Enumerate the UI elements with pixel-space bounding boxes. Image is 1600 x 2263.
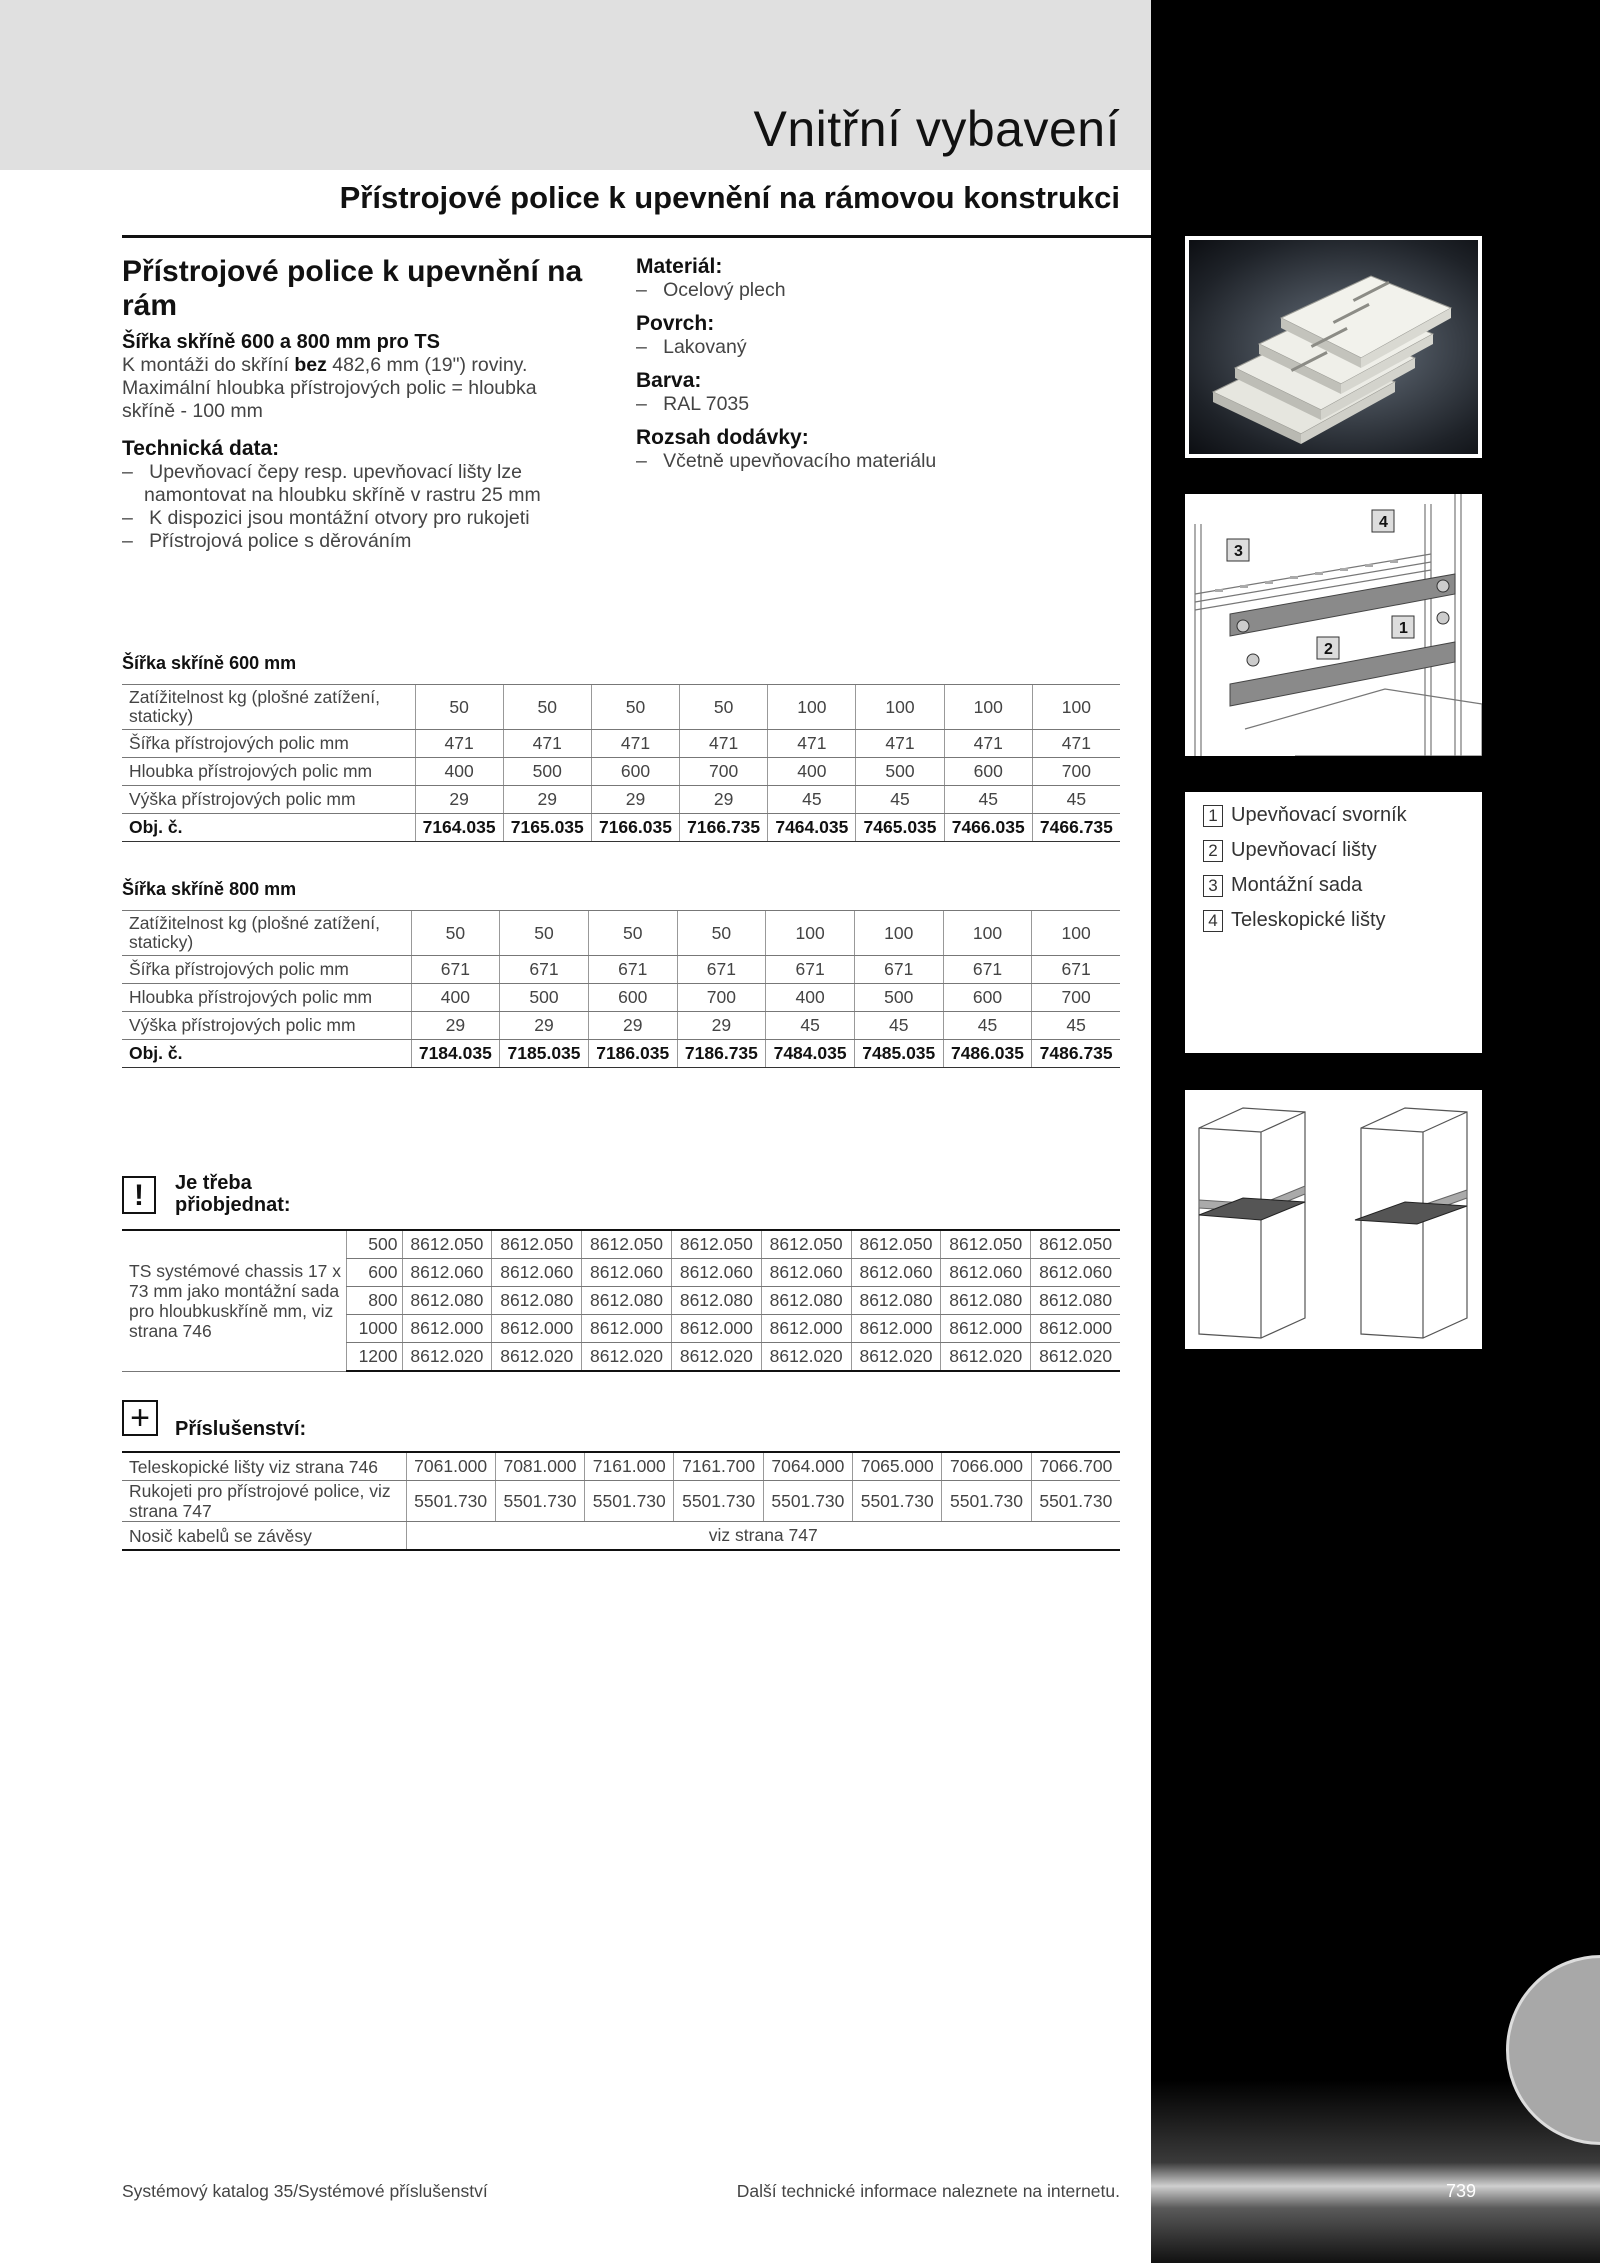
table-cell: 7166.035: [591, 814, 679, 842]
table-row: [122, 786, 1120, 814]
material-label: Materiál:: [636, 255, 723, 278]
part-number-cell: 8612.000: [402, 1315, 492, 1343]
part-number-cell: 5501.730: [406, 1481, 495, 1522]
plus-icon: +: [122, 1400, 158, 1436]
table-cell: 100: [856, 685, 944, 730]
part-number-cell: 7061.000: [406, 1452, 495, 1481]
table-cell: 700: [677, 984, 766, 1012]
table-cell: 100: [944, 685, 1032, 730]
order-description: TS systémové chassis 17 x 73 mm jako montážní sada pro hloubkuskříně mm, viz strana 746: [122, 1230, 346, 1371]
mount-note-pre: K montáži do skříní: [122, 354, 295, 376]
part-number-cell: 5501.730: [495, 1481, 584, 1522]
table-cell: 100: [766, 911, 855, 956]
part-number-cell: 8612.060: [492, 1259, 582, 1287]
table-cell: 600: [591, 758, 679, 786]
depth-cell: 600: [346, 1259, 402, 1287]
mounting-diagram: [1185, 494, 1482, 756]
product-subtitle: Šířka skříně 600 a 800 mm pro TS: [122, 331, 440, 353]
depth-cell: 1200: [346, 1343, 402, 1372]
table-cell: 50: [680, 685, 768, 730]
scope-label: Rozsah dodávky:: [636, 426, 809, 449]
product-title: Přístrojové police k upevnění na rám: [122, 255, 583, 322]
part-number-cell: 8612.050: [671, 1230, 761, 1259]
table-cell: 400: [768, 758, 856, 786]
row-label: Hloubka přístrojových polic mm: [122, 984, 411, 1012]
part-number-cell: 7066.700: [1031, 1452, 1120, 1481]
table-cell: 671: [943, 956, 1032, 984]
table-row: [122, 814, 1120, 842]
table600-body: [122, 685, 1120, 842]
part-number-cell: 8612.060: [582, 1259, 672, 1287]
table-cell: 45: [854, 1012, 943, 1040]
part-number-cell: 5501.730: [674, 1481, 763, 1522]
table-cell: 500: [500, 984, 589, 1012]
table-cell: 600: [944, 758, 1032, 786]
tech-item: – Přístrojová police s děrováním: [122, 530, 412, 552]
table-cell: 600: [588, 984, 677, 1012]
row-label: Zatížitelnost kg (plošné zatížení, staticky): [122, 685, 415, 730]
part-number-cell: 8612.050: [761, 1230, 851, 1259]
table-cell: 7464.035: [768, 814, 856, 842]
page-title: Vnitřní vybavení: [753, 101, 1120, 157]
table-cell: 29: [415, 786, 503, 814]
depth-cell: 1000: [346, 1315, 402, 1343]
row-label: Šířka přístrojových polic mm: [122, 956, 411, 984]
part-number-cell: 8612.080: [492, 1287, 582, 1315]
part-number-cell: 8612.080: [582, 1287, 672, 1315]
part-number-cell: 5501.730: [853, 1481, 942, 1522]
table-cell: 7166.735: [680, 814, 768, 842]
scope-value: – Včetně upevňovacího materiálu: [636, 450, 937, 472]
table-cell: 400: [415, 758, 503, 786]
table-cell: 7484.035: [766, 1040, 855, 1068]
depth-cell: 500: [346, 1230, 402, 1259]
table-cell: 671: [766, 956, 855, 984]
accessory-label: Nosič kabelů se závěsy: [122, 1522, 406, 1551]
part-number-cell: 8612.020: [492, 1343, 582, 1372]
table-cell: 671: [500, 956, 589, 984]
surface-value: – Lakovaný: [636, 336, 747, 358]
table-cell: 100: [854, 911, 943, 956]
table-cell: 671: [854, 956, 943, 984]
table-cell: 500: [854, 984, 943, 1012]
table-cell: 50: [591, 685, 679, 730]
part-number-cell: 8612.020: [402, 1343, 492, 1372]
part-number-cell: 7066.000: [942, 1452, 1031, 1481]
section-title: Přístrojové police k upevnění na rámovou konstrukci: [339, 180, 1120, 215]
table-cell: 45: [1032, 1012, 1120, 1040]
accessory-label: Rukojeti pro přístrojové police, viz strana 747: [122, 1481, 406, 1522]
table-cell: 671: [411, 956, 500, 984]
legend-item: 3 Montážní sada: [1203, 874, 1362, 897]
table800-body: [122, 911, 1120, 1068]
table-cell: 29: [588, 1012, 677, 1040]
table-cell: 45: [1032, 786, 1120, 814]
table-cell: 7485.035: [854, 1040, 943, 1068]
product-description: [122, 255, 592, 553]
table-row: [122, 1012, 1120, 1040]
part-number-cell: 7081.000: [495, 1452, 584, 1481]
warning-icon: !: [122, 1176, 156, 1214]
mount-note-bold: bez: [294, 354, 327, 376]
part-number-cell: 8612.080: [941, 1287, 1031, 1315]
table-row: [122, 685, 1120, 730]
table-cell: 671: [588, 956, 677, 984]
table800: [122, 910, 1120, 1068]
color-value: – RAL 7035: [636, 393, 750, 415]
order-table-body: [122, 1230, 1120, 1371]
header-rule: [122, 235, 1151, 238]
callout-3: 3: [1234, 543, 1243, 560]
part-number-cell: 8612.050: [851, 1230, 941, 1259]
part-number-cell: 8612.060: [402, 1259, 492, 1287]
table-cell: 45: [768, 786, 856, 814]
table-cell: 45: [943, 1012, 1032, 1040]
part-number-cell: 5501.730: [585, 1481, 674, 1522]
part-number-cell: 8612.050: [402, 1230, 492, 1259]
part-number-cell: 8612.000: [671, 1315, 761, 1343]
part-number-cell: 8612.020: [671, 1343, 761, 1372]
legend-item: 1 Upevňovací svorník: [1203, 804, 1407, 827]
part-number-cell: 8612.050: [1031, 1230, 1120, 1259]
part-number-cell: 8612.080: [671, 1287, 761, 1315]
table-cell: 45: [856, 786, 944, 814]
table-row: [122, 1040, 1120, 1068]
table-cell: 29: [411, 1012, 500, 1040]
part-number-cell: 8612.000: [851, 1315, 941, 1343]
row-label: Šířka přístrojových polic mm: [122, 730, 415, 758]
table-cell: 671: [1032, 956, 1120, 984]
color-label: Barva:: [636, 369, 702, 392]
part-number-cell: 5501.730: [942, 1481, 1031, 1522]
part-number-cell: 8612.060: [941, 1259, 1031, 1287]
table-cell: 100: [768, 685, 856, 730]
table-cell: 7164.035: [415, 814, 503, 842]
row-label: Výška přístrojových polic mm: [122, 786, 415, 814]
table-cell: 100: [943, 911, 1032, 956]
part-number-cell: 8612.080: [851, 1287, 941, 1315]
callout-1: 1: [1399, 620, 1408, 637]
table-cell: 29: [591, 786, 679, 814]
part-number-cell: 7161.000: [585, 1452, 674, 1481]
part-number-cell: 8612.050: [941, 1230, 1031, 1259]
table-cell: 7186.735: [677, 1040, 766, 1068]
table-cell: 471: [856, 730, 944, 758]
part-number-cell: 8612.000: [582, 1315, 672, 1343]
part-number-cell: 8612.000: [941, 1315, 1031, 1343]
accessory-label: Teleskopické lišty viz strana 746: [122, 1452, 406, 1481]
legend-box: [1185, 792, 1482, 1053]
reference-cell: viz strana 747: [406, 1522, 1120, 1551]
footer-info: Další technické informace naleznete na internetu.: [736, 2181, 1120, 2201]
part-number-cell: 8612.060: [761, 1259, 851, 1287]
properties: [636, 255, 1116, 473]
footer-catalog: Systémový katalog 35/Systémové příslušenství: [122, 2181, 488, 2201]
part-number-cell: 5501.730: [1031, 1481, 1120, 1522]
table-cell: 50: [588, 911, 677, 956]
order-table: [122, 1229, 1120, 1372]
table-cell: 7185.035: [500, 1040, 589, 1068]
table-row: [122, 758, 1120, 786]
part-number-cell: 7064.000: [763, 1452, 852, 1481]
table-cell: 600: [943, 984, 1032, 1012]
table-cell: 700: [680, 758, 768, 786]
part-number-cell: 7161.700: [674, 1452, 763, 1481]
table-cell: 700: [1032, 758, 1120, 786]
table-cell: 471: [1032, 730, 1120, 758]
table-cell: 50: [503, 685, 591, 730]
table-cell: 29: [503, 786, 591, 814]
table-row: [122, 984, 1120, 1012]
part-number-cell: 8612.080: [761, 1287, 851, 1315]
table-cell: 471: [591, 730, 679, 758]
table-cell: 400: [411, 984, 500, 1012]
part-number-cell: 8612.080: [1031, 1287, 1120, 1315]
table-cell: 7184.035: [411, 1040, 500, 1068]
mount-note: [122, 354, 592, 377]
table-cell: 7486.735: [1032, 1040, 1120, 1068]
tech-item: – Upevňovací čepy resp. upevňovací lišty lze namontovat na hloubku skříně v rastru 25 mm: [122, 461, 541, 506]
accessories-table: [122, 1451, 1120, 1551]
table-cell: 45: [766, 1012, 855, 1040]
table-cell: 500: [856, 758, 944, 786]
table-cell: 50: [411, 911, 500, 956]
table-row: [122, 1230, 1120, 1259]
tech-heading: Technická data:: [122, 437, 280, 460]
table-cell: 671: [677, 956, 766, 984]
callout-4: 4: [1379, 514, 1388, 531]
part-number-cell: 8612.000: [761, 1315, 851, 1343]
row-label: Obj. č.: [122, 814, 415, 842]
table-cell: 50: [677, 911, 766, 956]
part-number-cell: 8612.020: [761, 1343, 851, 1372]
table600: [122, 684, 1120, 842]
part-number-cell: 8612.080: [402, 1287, 492, 1315]
part-number-cell: 8612.020: [1031, 1343, 1120, 1372]
row-label: Zatížitelnost kg (plošné zatížení, staticky): [122, 911, 411, 956]
part-number-cell: 8612.000: [492, 1315, 582, 1343]
table-cell: 7465.035: [856, 814, 944, 842]
accessories-heading: Příslušenství:: [175, 1418, 307, 1440]
table-cell: 471: [680, 730, 768, 758]
part-number-cell: 8612.050: [582, 1230, 672, 1259]
cabinet-diagram-drawing: [1185, 1090, 1482, 1349]
part-number-cell: 5501.730: [763, 1481, 852, 1522]
table-cell: 29: [680, 786, 768, 814]
table-cell: 500: [503, 758, 591, 786]
table-row: [122, 911, 1120, 956]
table-cell: 50: [500, 911, 589, 956]
shelves-photo: [1185, 236, 1482, 458]
table-row: [122, 1522, 1120, 1551]
legend-item: 4 Teleskopické lišty: [1203, 909, 1386, 932]
table800-heading: Šířka skříně 800 mm: [122, 879, 297, 899]
table-cell: 7466.735: [1032, 814, 1120, 842]
table-cell: 100: [1032, 685, 1120, 730]
table-row: [122, 730, 1120, 758]
table-cell: 7466.035: [944, 814, 1032, 842]
table-row: [122, 1452, 1120, 1481]
order-heading: Je třeba přiobjednat:: [175, 1172, 291, 1216]
part-number-cell: 8612.020: [941, 1343, 1031, 1372]
part-number-cell: 8612.060: [851, 1259, 941, 1287]
table-cell: 100: [1032, 911, 1120, 956]
part-number-cell: 8612.060: [1031, 1259, 1120, 1287]
part-number-cell: 8612.000: [1031, 1315, 1120, 1343]
row-label: Výška přístrojových polic mm: [122, 1012, 411, 1040]
table-cell: 400: [766, 984, 855, 1012]
table-row: [122, 956, 1120, 984]
surface-label: Povrch:: [636, 312, 715, 335]
table-cell: 471: [415, 730, 503, 758]
table-cell: 50: [415, 685, 503, 730]
mounting-diagram-drawing: [1185, 494, 1482, 756]
table-cell: 471: [768, 730, 856, 758]
shelves-illustration: [1189, 240, 1478, 454]
table-row: [122, 1481, 1120, 1522]
table-cell: 471: [503, 730, 591, 758]
legend-item: 2 Upevňovací lišty: [1203, 839, 1377, 862]
table-cell: 45: [944, 786, 1032, 814]
tech-item: – K dispozici jsou montážní otvory pro rukojeti: [122, 507, 530, 529]
table-cell: 29: [500, 1012, 589, 1040]
mount-note-post: 482,6 mm (19") roviny.: [326, 354, 528, 376]
callout-2: 2: [1324, 641, 1333, 658]
depth-cell: 800: [346, 1287, 402, 1315]
table-cell: 7186.035: [588, 1040, 677, 1068]
accessories-table-body: [122, 1452, 1120, 1550]
row-label: Hloubka přístrojových polic mm: [122, 758, 415, 786]
table-cell: 471: [944, 730, 1032, 758]
page-number: 739: [1446, 2181, 1477, 2201]
material-value: – Ocelový plech: [636, 279, 786, 301]
table-cell: 7165.035: [503, 814, 591, 842]
table-cell: 700: [1032, 984, 1120, 1012]
table-cell: 7486.035: [943, 1040, 1032, 1068]
part-number-cell: 8612.020: [851, 1343, 941, 1372]
cabinet-diagram: [1185, 1090, 1482, 1349]
part-number-cell: 8612.020: [582, 1343, 672, 1372]
part-number-cell: 8612.060: [671, 1259, 761, 1287]
depth-note: Maximální hloubka přístrojových polic = hloubka skříně - 100 mm: [122, 377, 537, 422]
row-label: Obj. č.: [122, 1040, 411, 1068]
table600-heading: Šířka skříně 600 mm: [122, 653, 297, 673]
part-number-cell: 8612.050: [492, 1230, 582, 1259]
table-cell: 29: [677, 1012, 766, 1040]
part-number-cell: 7065.000: [853, 1452, 942, 1481]
